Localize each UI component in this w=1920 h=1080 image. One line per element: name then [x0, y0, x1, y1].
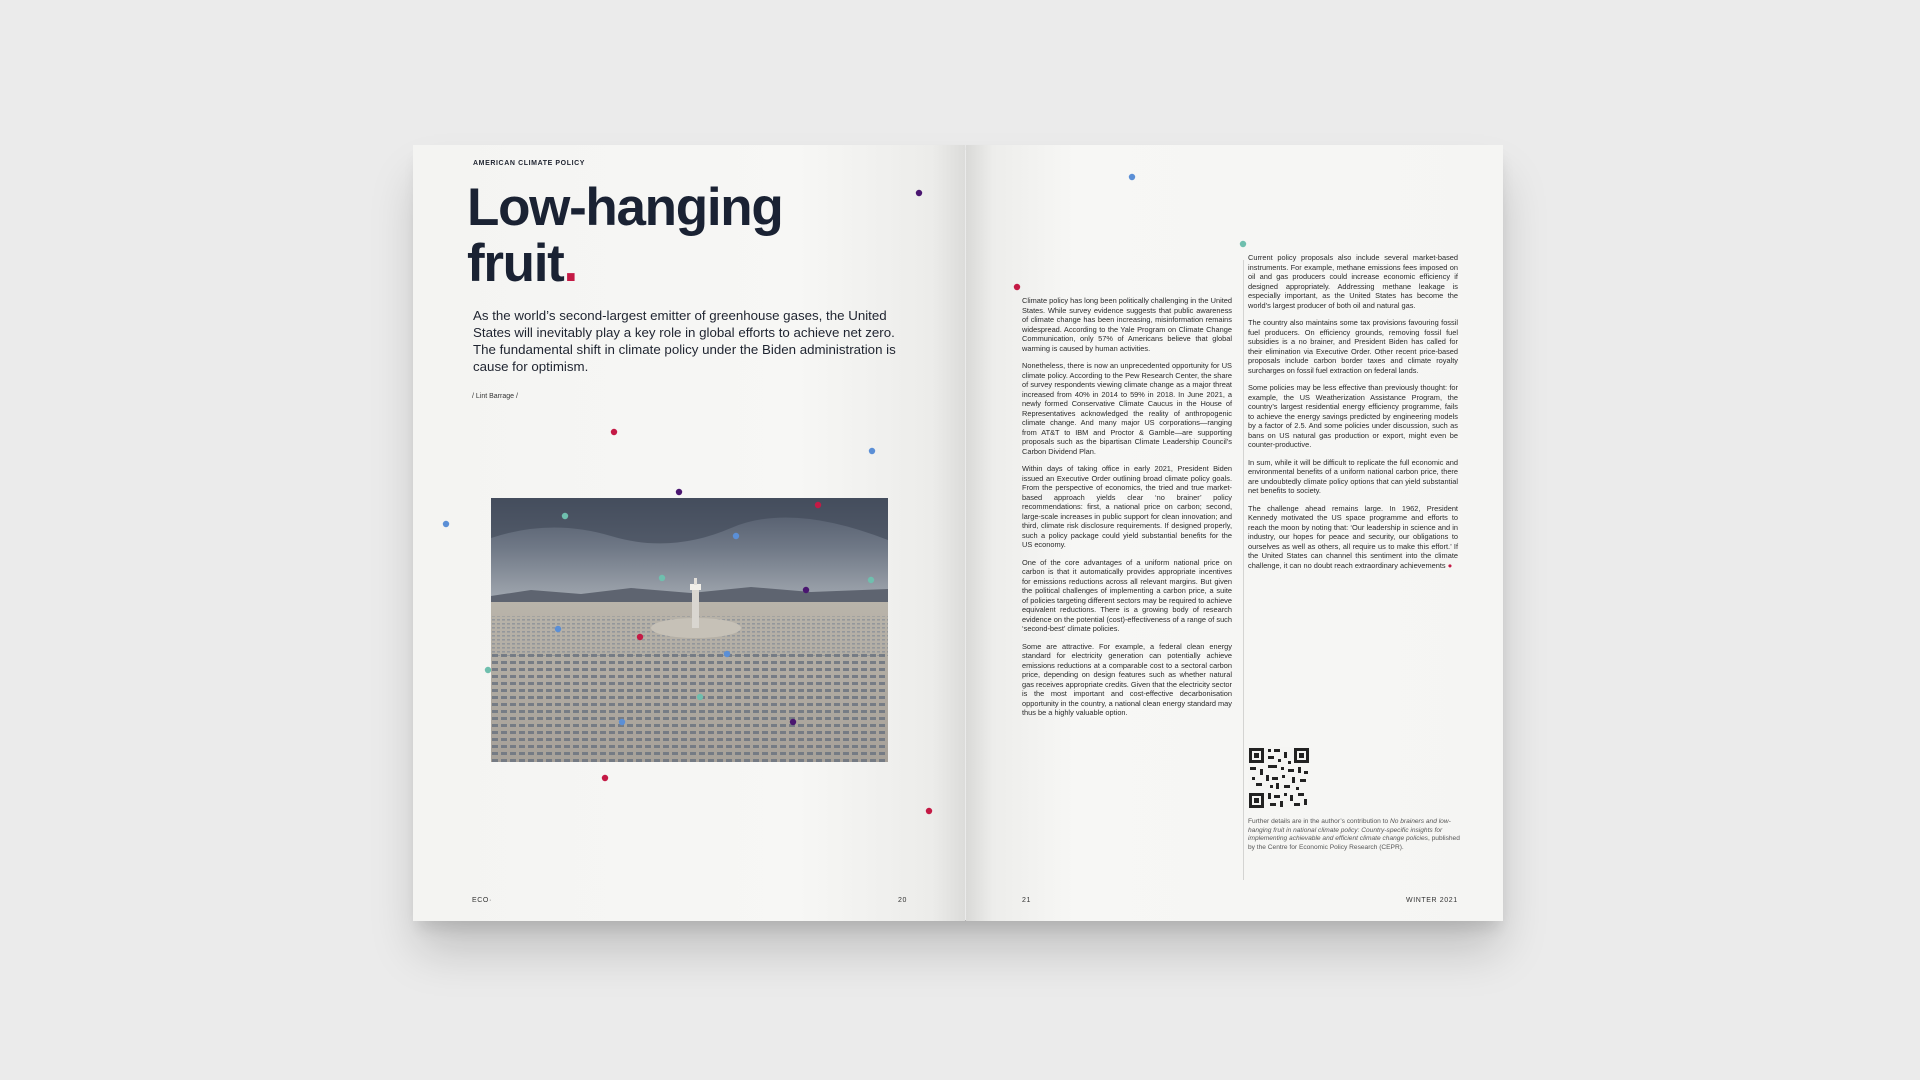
decor-dot [733, 533, 739, 539]
end-mark: ● [1447, 560, 1453, 570]
decor-dot [1014, 284, 1020, 290]
body-paragraph: Within days of taking office in early 2021, President Biden issued an Executive Order outlining broad climate policy goals. From the perspective of economics, the tried and true market-based approach yields clear ‘no brainer’ policy recommendations: first, a national price on carbon; second, large-scale increases in public support for clean innovation; and third, climate risk disclosure requirements. If designed properly, such a policy package could yield substantial benefits for the US economy. [1022, 464, 1232, 549]
body-paragraph: The country also maintains some tax provisions favouring fossil fuel producers. On efficiency grounds, removing fossil fuel subsidies is a no brainer, and President Biden has called for their elimination via Executive Order. Other recent price-based proposals include carbon border taxes and climate royalty surcharges on fossil fuel extraction on federal lands. [1248, 318, 1458, 375]
note-prefix: Further details are in the author’s contribution to [1248, 818, 1390, 825]
page-number-left: 20 [898, 897, 907, 904]
decor-dot [611, 429, 617, 435]
page-number-right: 21 [1022, 897, 1031, 904]
decor-dot [815, 502, 821, 508]
decor-dot [1129, 174, 1135, 180]
decor-dot [637, 634, 643, 640]
decor-dot [1240, 241, 1246, 247]
decor-dot [485, 667, 491, 673]
body-paragraph: In sum, while it will be difficult to replicate the full economic and environmental benefits of a uniform national carbon price, there are undoubtedly climate policy options that can yield substantial net benefits to society. [1248, 457, 1458, 495]
title-dot: . [563, 234, 577, 293]
decor-dot [659, 575, 665, 581]
byline: / Lint Barrage / [472, 393, 518, 400]
note-publication-title: No brainers and low-hanging fruit in national climate policy: Country-specific insights for implementing achievable and efficient climate change policies [1248, 818, 1451, 843]
decor-dot [790, 719, 796, 725]
decor-dot [926, 808, 932, 814]
body-paragraph: Current policy proposals also include several market-based instruments. For example, methane emissions fees imposed on oil and gas producers could increase economic efficiency if designed appropriately. Addressing methane leakage is especially important, as the United States has become the world’s largest producer of both oil and natural gas. [1248, 253, 1458, 310]
section-kicker: AMERICAN CLIMATE POLICY [473, 160, 586, 167]
title-line-2: fruit [467, 234, 564, 293]
body-paragraph: Some policies may be less effective than previously thought: for example, the US Weatherization Assistance Program, the country’s largest residential energy efficiency programme, fails to achieve the energy savings predicted by engineering models by a factor of 2.5. And some policies under discussion, such as bans on US natural gas production or export, might even be counter-productive. [1248, 383, 1458, 449]
decor-dot [443, 521, 449, 527]
body-paragraph: One of the core advantages of a uniform national price on carbon is that it automatically provides appropriate incentives for emissions reductions across all relevant margins. But given the political challenges of implementing a carbon price, a suite of policies targeting different sectors may be required to achieve equivalent reductions. There is a growing body of research evidence on the potential (cost)-effectiveness of a range of such ‘second-best’ climate policies. [1022, 557, 1232, 633]
lead-paragraph: As the world’s second-largest emitter of greenhouse gases, the United States will inevitably play a key role in global efforts to achieve net zero. The fundamental shift in climate policy under the Biden administration is cause for optimism. [473, 308, 896, 374]
decor-dot [916, 190, 922, 196]
decor-dot [803, 587, 809, 593]
note-suffix: , published by the Centre for Economic Policy Research (CEPR). [1248, 835, 1460, 851]
decor-dot [555, 626, 561, 632]
decor-dot [868, 577, 874, 583]
body-paragraph: Nonetheless, there is now an unprecedented opportunity for US climate policy. According to the Pew Research Center, the share of survey respondents viewing climate change as a major threat increased from 40% in 2014 to 59% in 2018. In June 2021, a newly formed Conservative Climate Caucus in the House of Representatives acknowledged the reality of anthropogenic climate change. And many major US corporations—ranging from AT&T to IBM and Proctor & Gamble—are supporting proposals such as the bipartisan Climate Leadership Council’s Carbon Dividend Plan. [1022, 361, 1232, 456]
decor-dot [676, 489, 682, 495]
magazine-name: ECO· [472, 897, 492, 904]
decor-dot [697, 694, 703, 700]
decor-dot [619, 719, 625, 725]
decor-dot [602, 775, 608, 781]
body-paragraph: Climate policy has long been politically challenging in the United States. While survey evidence suggests that public awareness of climate change has been increasing, misinformation remains widespread. According to the Yale Program on Climate Change Communication, only 57% of Americans believe that global warming is caused by human activities. [1022, 296, 1232, 353]
issue-label: WINTER 2021 [1406, 897, 1458, 904]
title-line-1: Low-hanging [467, 178, 783, 237]
decor-dot [562, 513, 568, 519]
final-paragraph-text: The challenge ahead remains large. In 1962, President Kennedy motivated the US space programme and efforts to reach the moon by noting that: ‘Our leadership in science and in industry, our hopes for peace and security, our obligations to ourselves as well as others, all require us to make this effort.’ If the United States can channel this sentiment into the climate challenge, it can no doubt reach extraordinary achievements [1248, 503, 1458, 570]
body-paragraph: Some are attractive. For example, a federal clean energy standard for electricity generation can potentially achieve emissions reductions at a comparable cost to a sectoral carbon price, depending on design features such as whether natural gas receives appropriate credits. Given that the electricity sector is the most important and cost-effective decarbonisation opportunity in the country, a national clean energy standard may thus be a highly valuable option. [1022, 641, 1232, 717]
decor-dot [869, 448, 875, 454]
decor-dot [724, 651, 730, 657]
